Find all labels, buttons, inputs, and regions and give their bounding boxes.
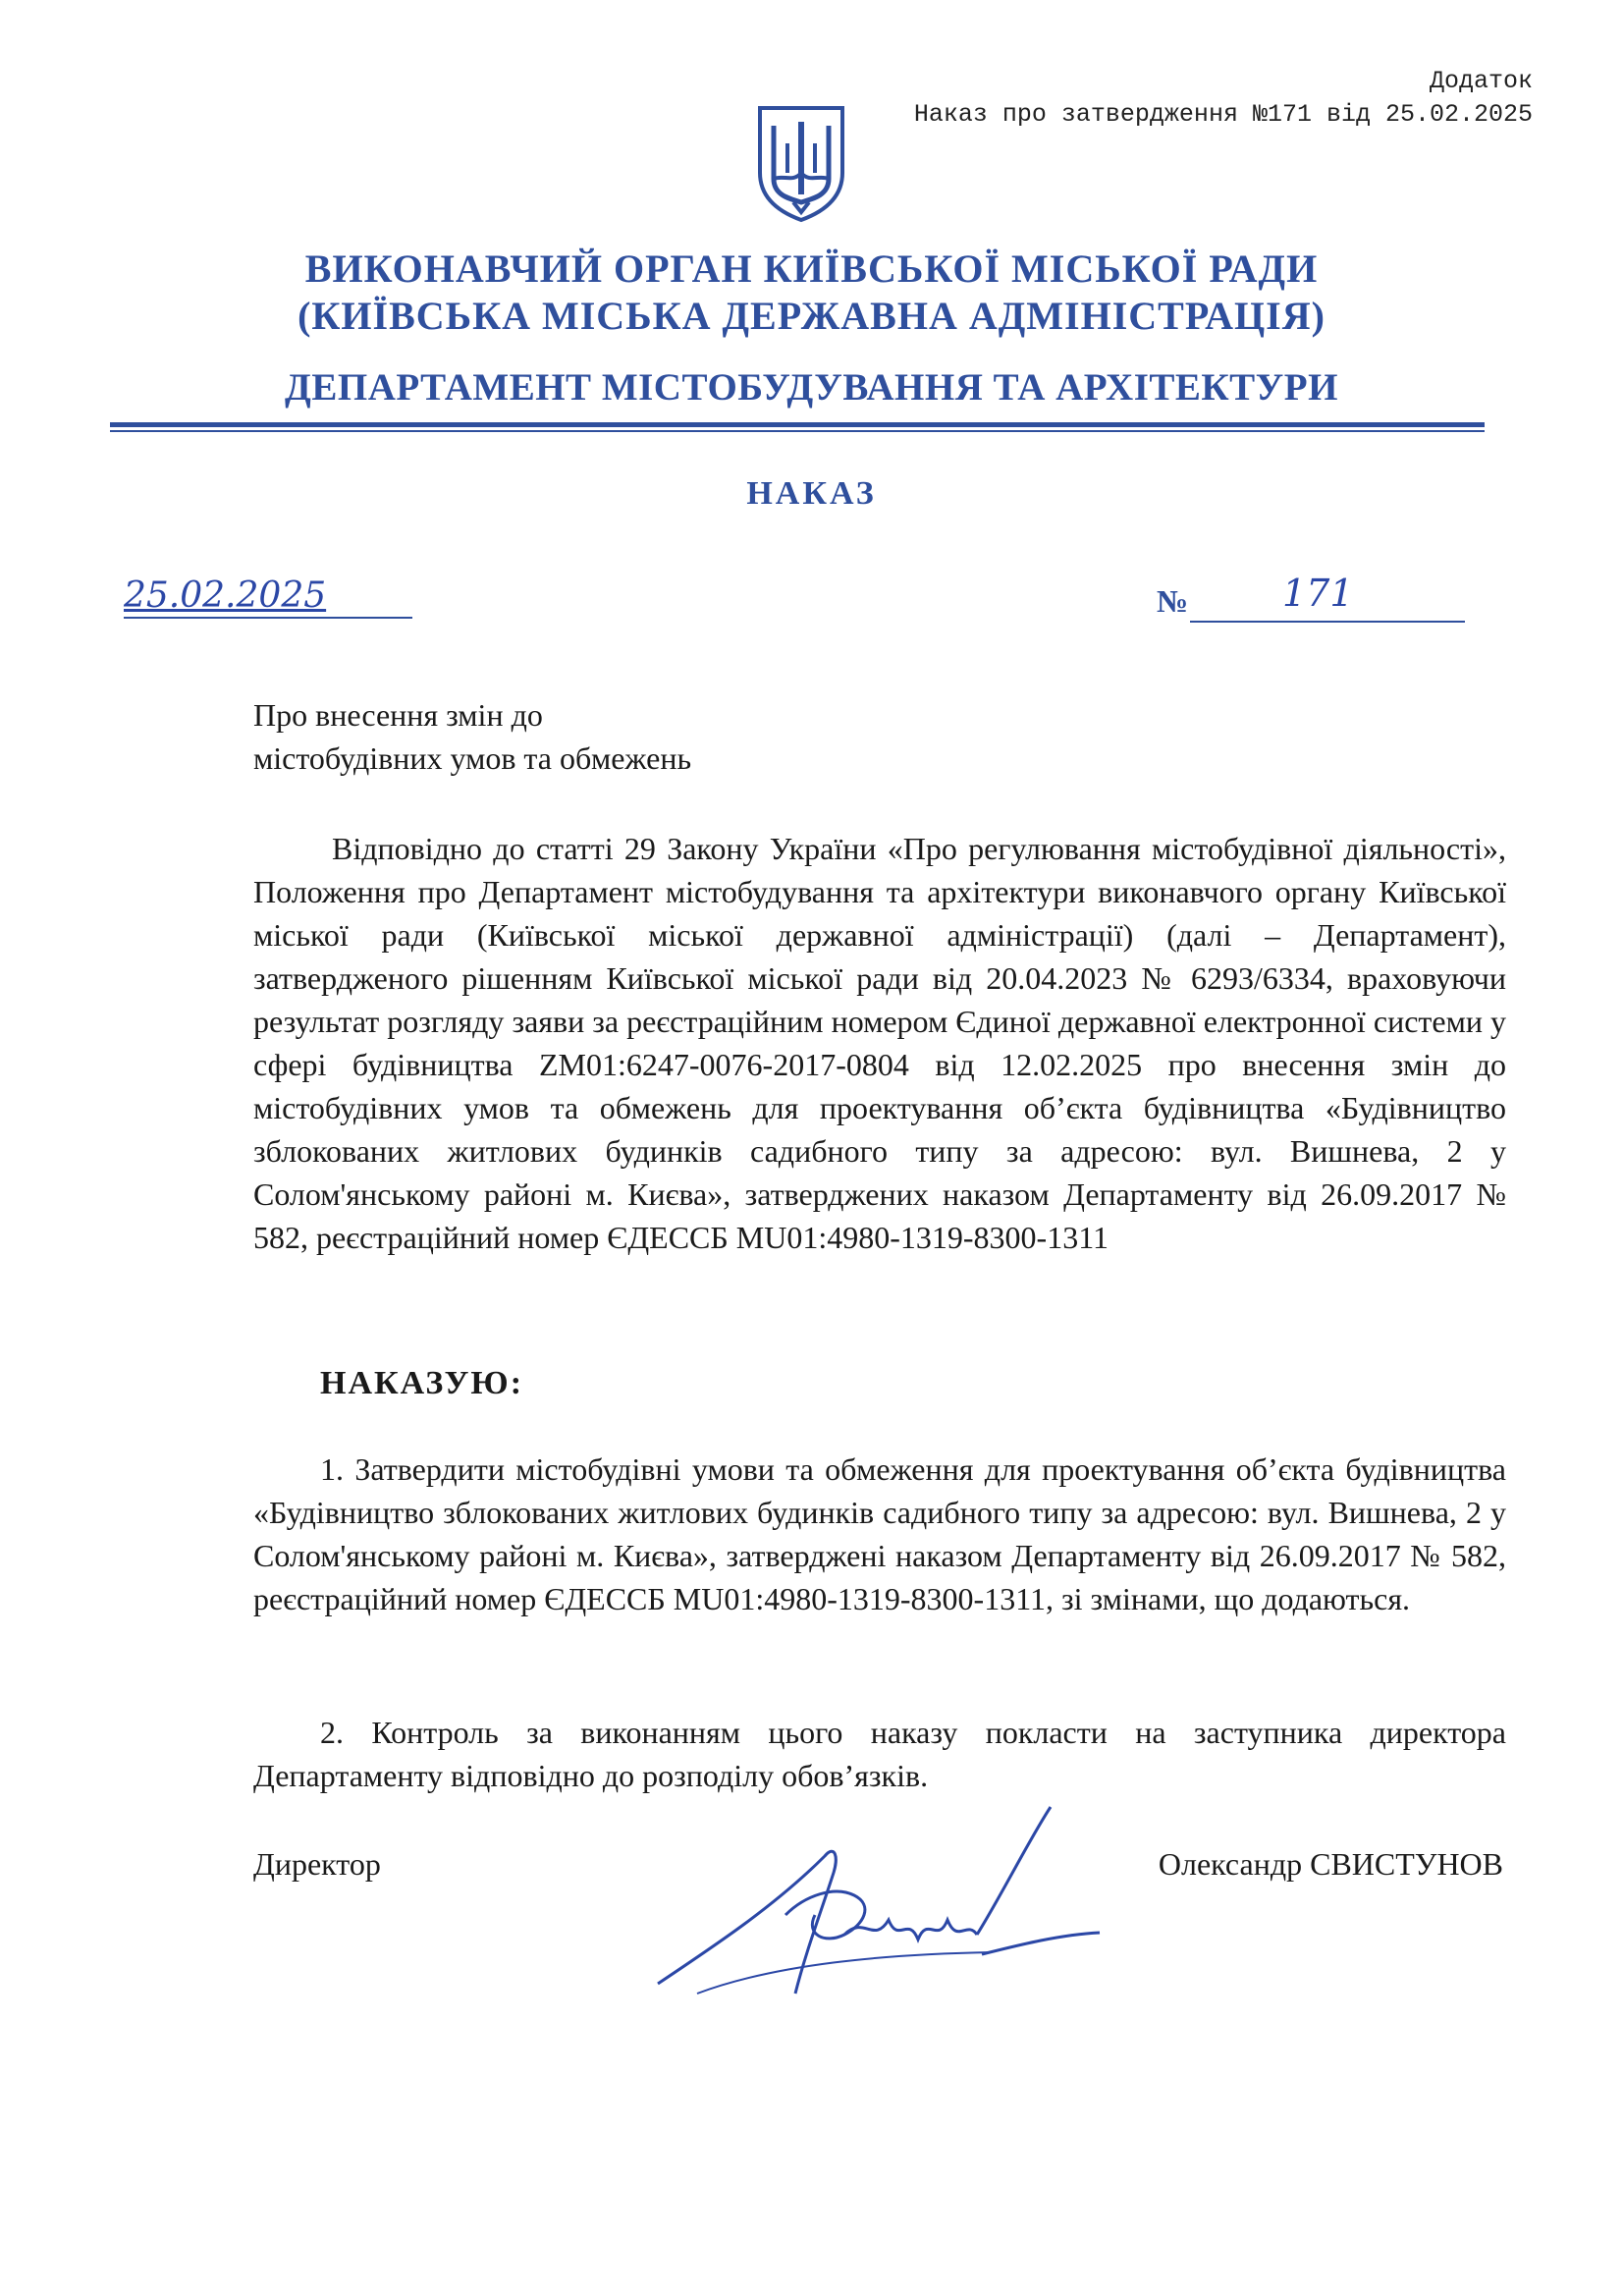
organization-name: ВИКОНАВЧИЙ ОРГАН КИЇВСЬКОЇ МІСЬКОЇ РАДИ (304, 246, 1319, 291)
preamble-paragraph: Відповідно до статті 29 Закону України «Про регулювання містобудівної діяльності», Положення про Департамент містобудування та архітектури виконавчого органу Київської міської ради (Київської міської державної адміністрації) (далі – Департамент), затвердженого рішенням Київської міської ради від 20.04.2023 № 6293/6334, враховуючи результат розгляду заяви за реєстраційним номером Єдиної державної електронної системи у сфері будівництва ZM01:6247-0076-2017-0804 від 12.02.2025 про внесення змін до містобудівних умов та обмежень для проектування об’єкта будівництва «Будівництво зблокованих житлових будинків садибного типу за адресою: вул. Вишнева, 2 у Солом'янському районі м. Києва», затверджених наказом Департаменту від 26.09.2017 № 582, реєстраційний номер ЄДЕССБ MU01:4980-1319-8300-1311 (253, 831, 1506, 1255)
subject-line-2: містобудівних умов та обмежень (253, 740, 692, 776)
handwritten-date: 25.02.2025 (124, 575, 327, 616)
subject-block (253, 693, 941, 780)
annex-note (914, 65, 1533, 132)
signatory-role: Директор (253, 1846, 381, 1882)
annex-reference: Наказ про затвердження №171 від 25.02.2025 (913, 100, 1533, 129)
number-underline (1190, 621, 1465, 623)
header-rule-thick (110, 422, 1485, 427)
organization-name-alt: (КИЇВСЬКА МІСЬКА ДЕРЖАВНА АДМІНІСТРАЦІЯ) (298, 294, 1325, 338)
document-type-title: НАКАЗ (746, 475, 877, 512)
trident-emblem-icon (754, 104, 848, 224)
signatory-name: Олександр СВИСТУНОВ (1158, 1846, 1503, 1882)
order-item-2: 2. Контроль за виконанням цього наказу покласти на заступника директора Департаменту відповідно до розподілу обов’язків. (253, 1715, 1506, 1793)
handwritten-signature-icon (638, 1797, 1119, 2013)
annex-title: Додаток (1429, 67, 1533, 95)
date-underline (124, 617, 412, 619)
order-item-1: 1. Затвердити містобудівні умови та обмеження для проектування об’єкта будівництва «Будівництво зблокованих житлових будинків садибного типу за адресою: вул. Вишнева, 2 у Солом'янському районі м. Києва», затверджені наказом Департаменту від 26.09.2017 № 582, реєстраційний номер ЄДЕССБ MU01:4980-1319-8300-1311, зі змінами, що додаються. (253, 1451, 1506, 1616)
order-heading: НАКАЗУЮ: (320, 1365, 524, 1401)
subject-line-1: Про внесення змін до (253, 697, 543, 733)
header-rule-thin (110, 430, 1485, 432)
number-label: № (1157, 583, 1189, 619)
handwritten-number: 171 (1282, 572, 1354, 615)
department-name: ДЕПАРТАМЕНТ МІСТОБУДУВАННЯ ТА АРХІТЕКТУРИ (285, 366, 1338, 409)
